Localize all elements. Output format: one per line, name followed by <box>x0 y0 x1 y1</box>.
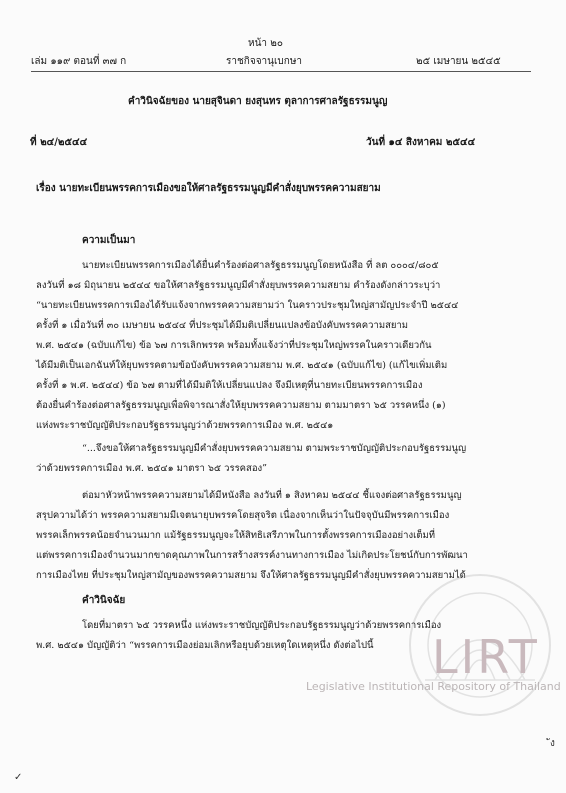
paragraph-line: แห่งพระราชบัญญัติประกอบรัฐธรรมนูญว่าด้วยพรรคการเมือง พ.ศ. ๒๕๔๑ <box>36 420 334 431</box>
quote-line: “...จึงขอให้ศาลรัฐธรรมนูญมีคำสั่งยุบพรรคความสยาม ตามพระราชบัญญัติประกอบรัฐธรรมนูญ <box>82 443 467 454</box>
case-subject: เรื่อง นายทะเบียนพรรคการเมืองขอให้ศาลรัฐธรรมนูญมีคำสั่งยุบพรรคความสยาม <box>36 183 381 194</box>
paragraph-line: โดยที่มาตรา ๖๕ วรรคหนึ่ง แห่งพระราชบัญญัติประกอบรัฐธรรมนูญว่าด้วยพรรคการเมือง <box>82 620 442 631</box>
paragraph-line: พ.ศ. ๒๕๔๑ บัญญัติว่า “พรรคการเมืองย่อมเลิกหรือยุบด้วยเหตุใดเหตุหนึ่ง ดังต่อไปนี้ <box>36 640 374 651</box>
paragraph-line: พ.ศ. ๒๕๔๑ (ฉบับแก้ไข) ข้อ ๖๗ การเลิกพรรค พร้อมทั้งแจ้งว่าที่ประชุมใหญ่พรรคในคราวเดียวกัน <box>36 340 432 351</box>
paragraph-line: สรุปความได้ว่า พรรคความสยามมีเจตนายุบพรรคโดยสุจริต เนื่องจากเห็นว่าในปัจจุบันมีพรรคการเมือง <box>36 510 450 521</box>
section-heading-background: ความเป็นมา <box>82 235 136 246</box>
repository-logo-text: LIRT <box>432 630 540 684</box>
bottom-left-mark: ✓ <box>14 772 23 783</box>
paragraph-line: “นายทะเบียนพรรคการเมืองได้รับแจ้งจากพรรคความสยามว่า ในคราวประชุมใหญ่สามัญประจำปี ๒๕๔๔ <box>36 300 459 311</box>
paragraph-line: ได้มีมติเป็นเอกฉันท์ให้ยุบพรรคตามข้อบังคับพรรคความสยาม พ.ศ. ๒๕๔๑ (ฉบับแก้ไข) (แก้ไขเพิ่มเติม <box>36 360 448 371</box>
case-date: วันที่ ๑๔ สิงหาคม ๒๕๔๔ <box>366 137 476 148</box>
header-divider <box>31 71 531 72</box>
right-margin-mark: ัง <box>550 738 555 749</box>
quote-line: ว่าด้วยพรรคการเมือง พ.ศ. ๒๕๔๑ มาตรา ๖๕ วรรคสอง” <box>36 463 268 474</box>
publication-name: ราชกิจจานุเบกษา <box>226 56 303 67</box>
paragraph-line: นายทะเบียนพรรคการเมืองได้ยื่นคำร้องต่อศาลรัฐธรรมนูญโดยหนังสือ ที่ ลต ๐๐๐๔/๘๐๕ <box>82 260 439 271</box>
section-heading-ruling: คำวินิจฉัย <box>82 595 126 606</box>
paragraph-line: ต่อมาหัวหน้าพรรคความสยามได้มีหนังสือ ลงวันที่ ๑ สิงหาคม ๒๕๔๔ ชี้แจงต่อศาลรัฐธรรมนูญ <box>82 490 462 501</box>
volume-info: เล่ม ๑๑๙ ตอนที่ ๓๗ ก <box>31 56 127 67</box>
paragraph-line: ลงวันที่ ๑๘ มิถุนายน ๒๕๔๔ ขอให้ศาลรัฐธรรมนูญมีคำสั่งยุบพรรคความสยาม คำร้องดังกล่าวระบุว่า <box>36 280 441 291</box>
paragraph-line: พรรคเล็กพรรคน้อยจำนวนมาก แม้รัฐธรรมนูญจะให้สิทธิเสรีภาพในการตั้งพรรคการเมืองอย่างเต็มที่ <box>36 530 436 541</box>
case-number: ที่ ๒๔/๒๕๔๔ <box>30 137 88 148</box>
publication-date: ๒๕ เมษายน ๒๕๔๕ <box>416 56 501 67</box>
paragraph-line: แต่พรรคการเมืองจำนวนมากขาดคุณภาพในการสร้างสรรค์งานทางการเมือง ไม่เกิดประโยชน์กับการพัฒนา <box>36 550 468 561</box>
paragraph-line: ครั้งที่ ๑ เมื่อวันที่ ๓๐ เมษายน ๒๕๔๔ ที่ประชุมได้มีมติเปลี่ยนแปลงข้อบังคับพรรคความสยาม <box>36 320 409 331</box>
paragraph-line: ต้องยื่นคำร้องต่อศาลรัฐธรรมนูญเพื่อพิจารณาสั่งให้ยุบพรรคความสยาม ตามมาตรา ๖๕ วรรคหนึ่ง (๑) <box>36 400 446 411</box>
paragraph-line: ครั้งที่ ๑ พ.ศ. ๒๕๔๔) ข้อ ๖๗ ตามที่ได้มีมติให้เปลี่ยนแปลง จึงมีเหตุที่นายทะเบียนพรรคการเมือง <box>36 380 423 391</box>
page-number: หน้า ๒๐ <box>248 38 283 49</box>
document-title: คำวินิจฉัยของ นายสุจินดา ยงสุนทร ตุลาการศาลรัฐธรรมนูญ <box>128 96 388 107</box>
paragraph-line: การเมืองไทย ที่ประชุมใหญ่สามัญของพรรคความสยาม จึงให้ศาลรัฐธรรมนูญมีคำสั่งยุบพรรคความสยามได้ <box>36 570 466 581</box>
repository-caption: Legislative Institutional Repository of Thailand <box>306 680 561 693</box>
